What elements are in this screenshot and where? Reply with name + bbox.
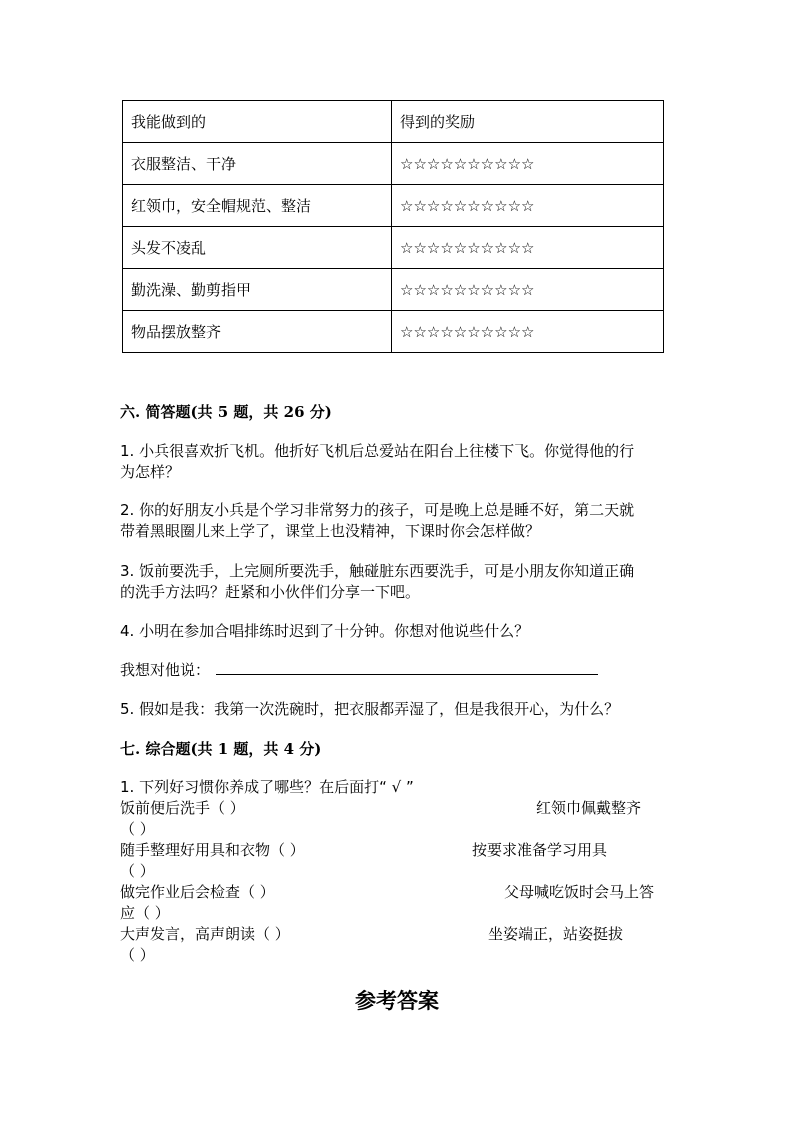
table-cell-item: 头发不凌乱 — [123, 227, 392, 269]
habit-item: 坐姿端正，站姿挺拔 — [488, 925, 624, 943]
table-cell-item: 衣服整洁、干净 — [123, 143, 392, 185]
habits-prompt: 1. 下列好习惯你养成了哪些？在后面打“ √ ” — [120, 778, 414, 796]
question-2-line1: 2. 你的好朋友小兵是个学习非常努力的孩子，可是晚上总是睡不好，第二天就 — [120, 501, 635, 519]
habit-item: 按要求准备学习用具 — [472, 841, 608, 859]
habit-item: 饭前便后洗手（ ） — [120, 799, 245, 817]
table-row — [123, 143, 664, 185]
habit-item-continued: 应（ ） — [120, 904, 170, 922]
table-cell-stars: ☆☆☆☆☆☆☆☆☆☆ — [392, 143, 664, 185]
question-1-line2: 为怎样？ — [120, 463, 181, 481]
section7-heading: 七. 综合题(共 1 题，共 4 分) — [120, 740, 322, 758]
rewards-table — [122, 100, 664, 353]
habit-item: 红领巾佩戴整齐 — [536, 799, 642, 817]
table-row — [123, 227, 664, 269]
question-3-line2: 的洗手方法吗？赶紧和小伙伴们分享一下吧。 — [120, 583, 421, 601]
table-header-cell: 得到的奖励 — [392, 101, 664, 143]
habit-item-continued: （ ） — [120, 946, 155, 964]
question-5: 5. 假如是我：我第一次洗碗时，把衣服都弄湿了，但是我很开心，为什么？ — [120, 700, 620, 718]
habit-item: 做完作业后会检查（ ） — [120, 883, 275, 901]
table-header-row — [123, 101, 664, 143]
answers-title: 参考答案 — [355, 988, 439, 1013]
table-cell-item: 勤洗澡、勤剪指甲 — [123, 269, 392, 311]
habit-item-continued: （ ） — [120, 820, 155, 838]
table-row — [123, 269, 664, 311]
table-cell-stars: ☆☆☆☆☆☆☆☆☆☆ — [392, 269, 664, 311]
question-1-line1: 1. 小兵很喜欢折飞机。他折好飞机后总爱站在阳台上往楼下飞。你觉得他的行 — [120, 442, 635, 460]
answer-label: 我想对他说： — [120, 661, 211, 679]
habit-item-continued: （ ） — [120, 862, 155, 880]
table-cell-stars: ☆☆☆☆☆☆☆☆☆☆ — [392, 185, 664, 227]
table-cell-stars: ☆☆☆☆☆☆☆☆☆☆ — [392, 311, 664, 353]
table-row — [123, 311, 664, 353]
question-4: 4. 小明在参加合唱排练时迟到了十分钟。你想对他说些什么？ — [120, 622, 530, 640]
habit-item: 父母喊吃饭时会马上答 — [504, 883, 655, 901]
question-3-line1: 3. 饭前要洗手，上完厕所要洗手，触碰脏东西要洗手，可是小朋友你知道正确 — [120, 562, 635, 580]
table-cell-stars: ☆☆☆☆☆☆☆☆☆☆ — [392, 227, 664, 269]
table-cell-item: 物品摆放整齐 — [123, 311, 392, 353]
question-4-answer — [120, 660, 598, 680]
habit-item: 大声发言，高声朗读（ ） — [120, 925, 290, 943]
section6-heading: 六. 简答题(共 5 题，共 26 分) — [120, 403, 332, 421]
habit-item: 随手整理好用具和衣物（ ） — [120, 841, 305, 859]
question-2-line2: 带着黑眼圈儿来上学了，课堂上也没精神，下课时你会怎样做？ — [120, 522, 541, 540]
table-cell-item: 红领巾，安全帽规范、整洁 — [123, 185, 392, 227]
answer-blank-line[interactable] — [216, 660, 598, 675]
table-row — [123, 185, 664, 227]
table-header-cell: 我能做到的 — [123, 101, 392, 143]
